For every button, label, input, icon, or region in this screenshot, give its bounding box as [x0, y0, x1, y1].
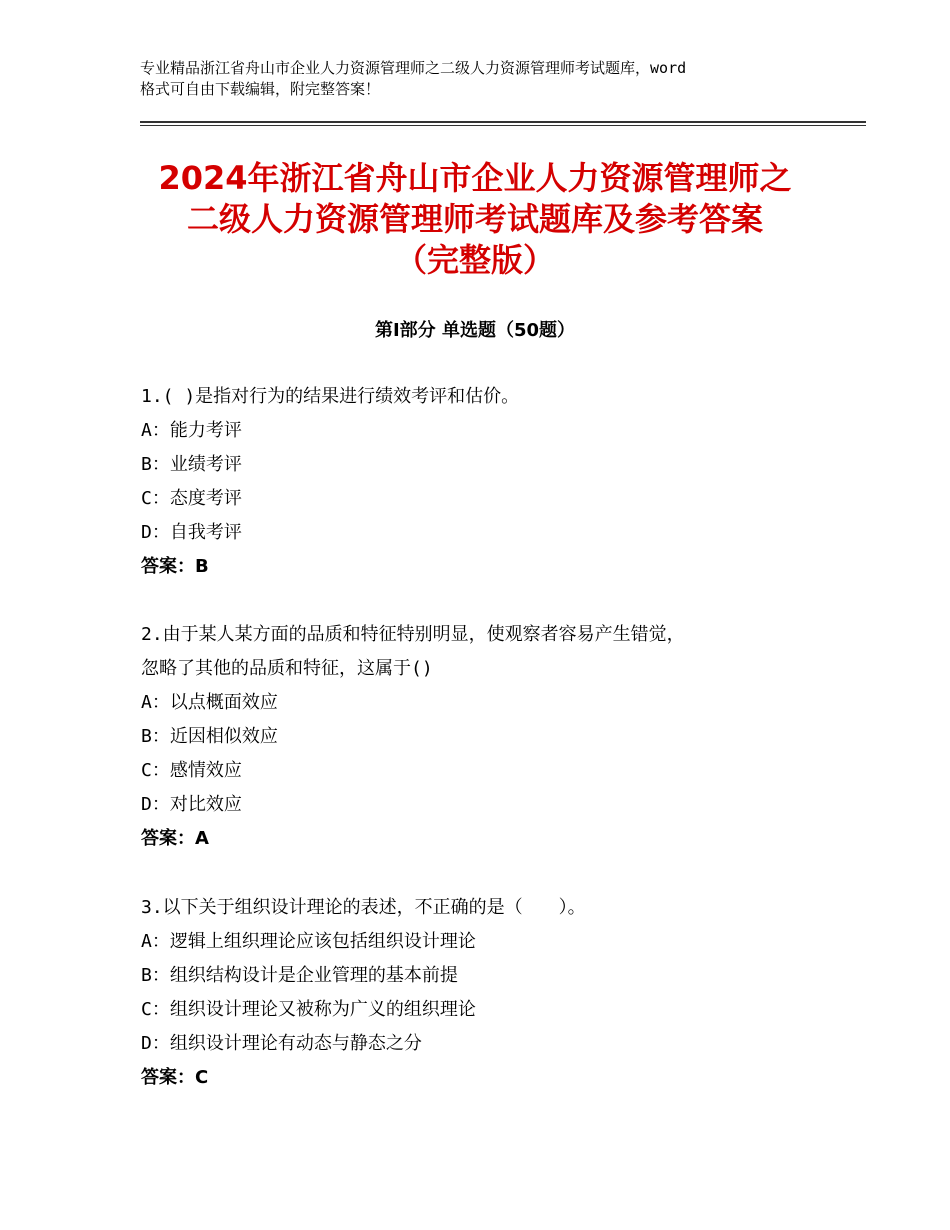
question-stem: 1.( )是指对行为的结果进行绩效考评和估价。: [141, 386, 520, 407]
option-d: D：对比效应: [141, 794, 242, 815]
option-a: A：以点概面效应: [141, 692, 278, 713]
question-2: [141, 618, 831, 856]
header-note-line-2: 格式可自由下载编辑，附完整答案！: [140, 80, 381, 98]
section-heading: 第Ⅰ部分 单选题（50题）: [374, 320, 575, 341]
option-c: C：组织设计理论又被称为广义的组织理论: [141, 999, 476, 1020]
question-stem-line-2: 忽略了其他的品质和特征，这属于(): [141, 658, 433, 679]
answer: 答案：C: [141, 1067, 209, 1088]
option-a: A：逻辑上组织理论应该包括组织设计理论: [141, 931, 476, 952]
question-stem: 3.以下关于组织设计理论的表述，不正确的是（ ）。: [141, 897, 586, 918]
title-line-3: （完整版）: [394, 241, 555, 279]
option-a: A：能力考评: [141, 420, 242, 441]
header-divider: [140, 121, 866, 123]
title-line-1: 2024年浙江省舟山市企业人力资源管理师之: [158, 159, 792, 197]
question-3: [141, 891, 831, 1095]
option-c: C：感情效应: [141, 760, 242, 781]
header-divider-thin: [140, 125, 866, 126]
option-d: D：组织设计理论有动态与静态之分: [141, 1033, 422, 1054]
header-note: [140, 58, 830, 100]
question-1: [141, 380, 831, 584]
question-stem-line-1: 2.由于某人某方面的品质和特征特别明显，使观察者容易产生错觉，: [141, 624, 685, 645]
option-d: D：自我考评: [141, 522, 242, 543]
header-note-line-1: 专业精品浙江省舟山市企业人力资源管理师之二级人力资源管理师考试题库，word: [140, 59, 687, 77]
option-b: B：近因相似效应: [141, 726, 278, 747]
title-line-2: 二级人力资源管理师考试题库及参考答案: [186, 200, 763, 238]
option-b: B：组织结构设计是企业管理的基本前提: [141, 965, 458, 986]
option-b: B：业绩考评: [141, 454, 242, 475]
option-c: C：态度考评: [141, 488, 242, 509]
document-title: [100, 158, 850, 281]
answer: 答案：A: [141, 828, 209, 849]
answer: 答案：B: [141, 556, 209, 577]
